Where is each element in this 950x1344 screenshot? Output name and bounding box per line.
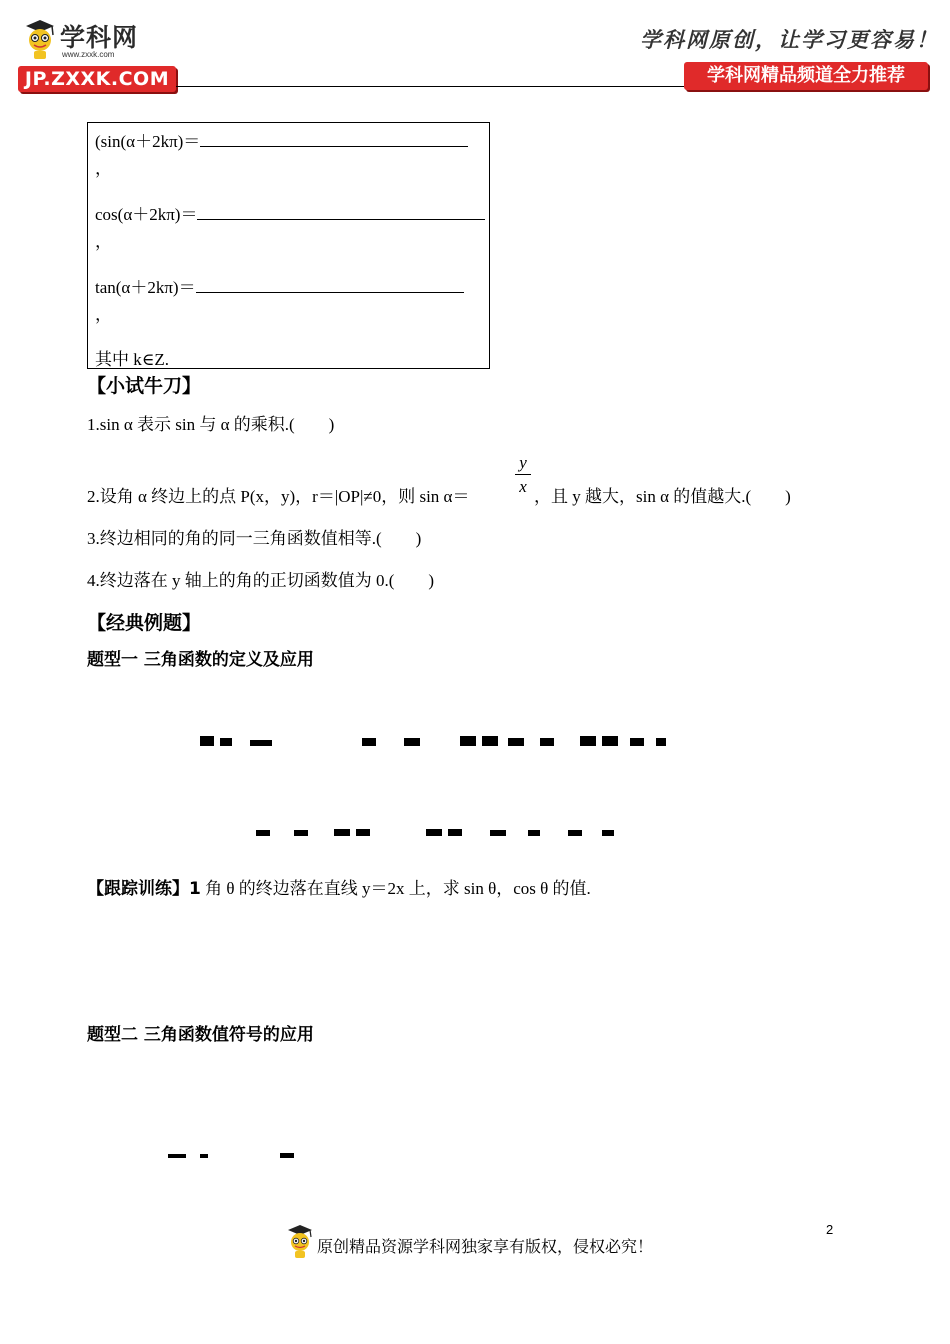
fraction-denominator: x [519,477,527,496]
logo-badge[interactable]: JP.ZXXK.COM [18,66,176,92]
practice-question-2-end: ，且 y 越大，sin α 的值越大.( ) [534,487,791,506]
formula-comma: ， [95,305,112,324]
cropped-example-line [190,732,680,746]
header-divider [176,86,684,87]
tan-answer-blank[interactable] [196,278,464,293]
mascot-logo-icon [22,16,58,60]
question-type-1-title: 题型一 三角函数的定义及应用 [87,650,314,670]
formula-note: 其中 k∈Z. [95,350,169,369]
formula-tan-line [95,273,464,298]
formula-tan-label: tan(α＋2kπ)＝ [95,278,196,297]
logo-name: 学科网 [60,23,139,52]
cropped-example-line [250,826,620,836]
fraction-bar [515,474,531,475]
practice-question-4: 4.终边落在 y 轴上的角的正切函数值为 0.( ) [87,571,435,590]
formula-sin-line [95,127,468,152]
formula-box [87,122,490,369]
tracking-exercise-text: 角 θ 的终边落在直线 y＝2x 上，求 sin θ，cos θ 的值. [200,879,591,898]
header-slogan: 学科网原创，让学习更容易！ [640,27,939,52]
practice-question-1: 1.sin α 表示 sin 与 α 的乘积.( ) [87,415,335,434]
footer-copyright: 原创精品资源学科网独家享有版权，侵权必究！ [317,1239,654,1256]
formula-cos-label: cos(α＋2kπ)＝ [95,205,198,224]
cropped-example-line [140,1152,310,1158]
page-number: 2 [826,1222,834,1237]
question-type-2-title: 题型二 三角函数值符号的应用 [87,1025,314,1045]
mascot-footer-icon [285,1222,315,1260]
cos-answer-blank[interactable] [197,205,485,220]
formula-comma: ， [95,232,112,251]
fraction-numerator: y [519,453,527,472]
formula-comma: ， [95,159,112,178]
examples-heading: 【经典例题】 [87,612,202,634]
header-banner[interactable]: 学科网精品频道全力推荐 [684,62,928,90]
tracking-exercise-label: 【跟踪训练】1 [87,879,201,899]
practice-heading: 【小试牛刀】 [87,375,202,397]
sin-answer-blank[interactable] [200,132,468,147]
logo-url: www.zxxk.com [62,50,115,59]
formula-sin-label: (sin(α＋2kπ)＝ [95,132,201,151]
practice-question-2-start: 2.设角 α 终边上的点 P(x，y)，r＝|OP|≠0，则 sin α＝ [87,487,470,506]
tracking-exercise [87,874,591,899]
practice-question-3: 3.终边相同的角的同一三角函数值相等.( ) [87,529,422,548]
formula-cos-line [95,200,485,225]
